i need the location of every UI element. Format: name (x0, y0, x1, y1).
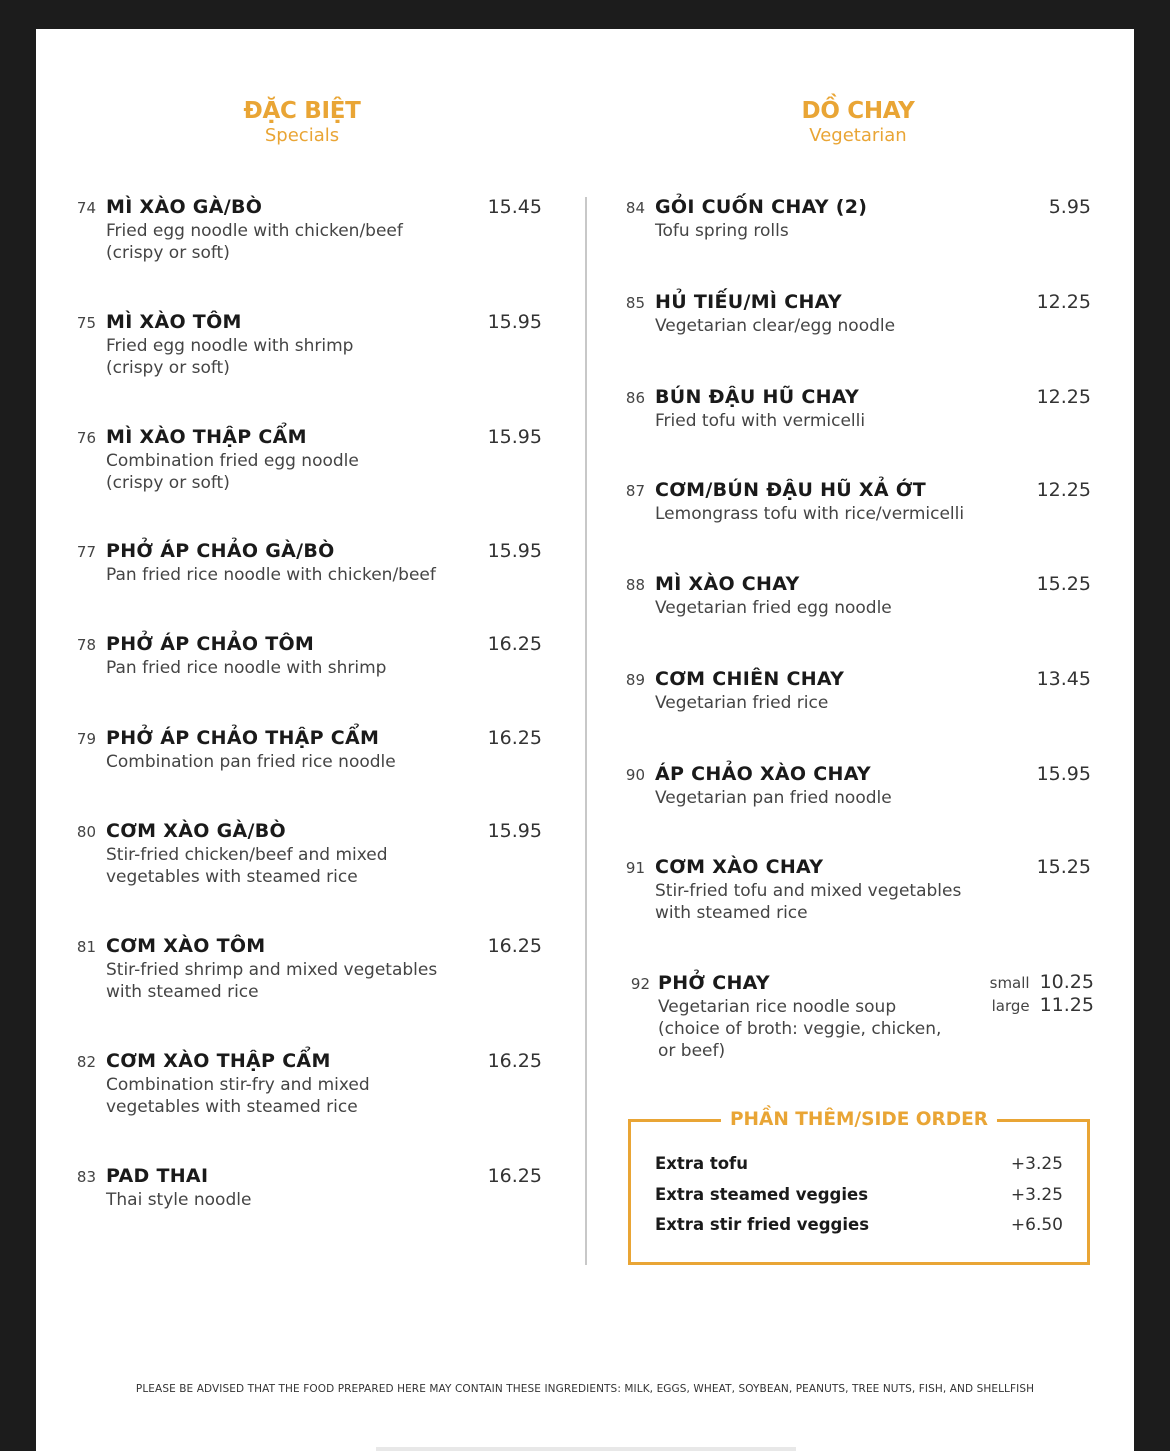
item-description: Vegetarian clear/egg noodle (655, 316, 896, 336)
item-description: Combination fried egg noodle (crispy or soft) (106, 451, 359, 493)
item-name: CƠM/BÚN ĐẬU HŨ XẢ ỚT (655, 479, 926, 501)
small-size-row (990, 971, 1094, 994)
item-description: Pan fried rice noodle with shrimp (106, 658, 387, 678)
item-price: 15.95 (487, 540, 542, 562)
item-price: 13.45 (1036, 668, 1091, 690)
item-price: 15.45 (487, 196, 542, 218)
item-number: 87 (625, 482, 645, 500)
item-name: HỦ TIẾU/MÌ CHAY (655, 291, 842, 313)
item-name: PHỞ CHAY (658, 972, 770, 994)
item-name: CƠM XÀO THẬP CẨM (106, 1050, 331, 1072)
item-name: CƠM XÀO TÔM (106, 935, 266, 957)
item-price: 5.95 (1048, 196, 1091, 218)
item-description: Combination stir-fry and mixed vegetables with steamed rice (106, 1075, 370, 1117)
item-name: PHỞ ÁP CHẢO GÀ/BÒ (106, 540, 335, 562)
item-description: Lemongrass tofu with rice/vermicelli (655, 504, 965, 524)
side-order-box (628, 1109, 1090, 1265)
item-number: 89 (625, 671, 645, 689)
item-number: 80 (76, 823, 96, 841)
item-description: Fried egg noodle with shrimp (crispy or soft) (106, 336, 354, 378)
item-description: Combination pan fried rice noodle (106, 752, 396, 772)
item-price: 16.25 (487, 633, 542, 655)
item-name: BÚN ĐẬU HŨ CHAY (655, 386, 860, 408)
item-number: 77 (76, 543, 96, 561)
side-order-price: +3.25 (1010, 1154, 1063, 1174)
item-price: 12.25 (1036, 291, 1091, 313)
page-bottom-bar (376, 1447, 796, 1451)
vegetarian-header (678, 97, 1038, 147)
item-name: MÌ XÀO TÔM (106, 311, 242, 333)
item-name: GỎI CUỐN CHAY (2) (655, 196, 868, 218)
vegetarian-title-en: Vegetarian (809, 125, 907, 146)
side-order-name: Extra tofu (655, 1154, 748, 1173)
item-description: Stir-fried shrimp and mixed vegetables with steamed rice (106, 960, 438, 1002)
item-number: 86 (625, 389, 645, 407)
item-description: Vegetarian fried egg noodle (655, 598, 892, 618)
item-description: Stir-fried tofu and mixed vegetables with steamed rice (655, 881, 962, 923)
item-description: Thai style noodle (106, 1190, 252, 1210)
item-name: MÌ XÀO CHAY (655, 573, 800, 595)
side-order-name: Extra stir fried veggies (655, 1215, 870, 1234)
item-description: Vegetarian pan fried noodle (655, 788, 892, 808)
item-price: 15.95 (487, 311, 542, 333)
item-price: 15.95 (1036, 763, 1091, 785)
side-order-title: PHẦN THÊM/SIDE ORDER (721, 1108, 997, 1132)
vegetarian-title-vn: DỒ CHAY (801, 98, 915, 124)
item-price: 12.25 (1036, 479, 1091, 501)
item-number: 81 (76, 938, 96, 956)
specials-header (122, 97, 482, 147)
size-prices (990, 971, 1094, 1017)
item-number: 74 (76, 199, 96, 217)
item-description: Vegetarian rice noodle soup (choice of broth: veggie, chicken, or beef) (658, 997, 942, 1061)
item-number: 82 (76, 1053, 96, 1071)
item-description: Pan fried rice noodle with chicken/beef (106, 565, 436, 585)
item-name: MÌ XÀO GÀ/BÒ (106, 196, 263, 218)
item-price: 16.25 (487, 935, 542, 957)
item-price: 15.95 (487, 426, 542, 448)
item-name: CƠM XÀO GÀ/BÒ (106, 820, 286, 842)
item-description: Tofu spring rolls (655, 221, 789, 241)
item-number: 76 (76, 429, 96, 447)
small-price: 10.25 (1039, 971, 1094, 993)
item-name: CƠM CHIÊN CHAY (655, 668, 845, 690)
item-price: 15.25 (1036, 856, 1091, 878)
item-price: 16.25 (487, 1050, 542, 1072)
item-name: CƠM XÀO CHAY (655, 856, 824, 878)
item-number: 92 (630, 975, 650, 993)
item-number: 79 (76, 730, 96, 748)
item-number: 85 (625, 294, 645, 312)
item-number: 84 (625, 199, 645, 217)
item-name: ÁP CHẢO XÀO CHAY (655, 763, 871, 785)
item-price: 15.25 (1036, 573, 1091, 595)
allergen-disclaimer: PLEASE BE ADVISED THAT THE FOOD PREPARED HERE MAY CONTAIN THESE INGREDIENTS: MILK, EGGS, WHEAT, SOYBEAN, PEANUTS, TREE NUTS, FISH, AND SHELLFISH (135, 1383, 1035, 1395)
large-price: 11.25 (1039, 994, 1094, 1016)
specials-title-vn: ĐẶC BIỆT (243, 98, 361, 124)
item-price: 15.95 (487, 820, 542, 842)
specials-title-en: Specials (264, 125, 340, 146)
side-order-row (655, 1183, 1063, 1207)
large-label: large (991, 997, 1030, 1015)
item-number: 91 (625, 859, 645, 877)
large-size-row (990, 994, 1094, 1017)
side-order-row (655, 1213, 1063, 1237)
item-price: 16.25 (487, 1165, 542, 1187)
menu-page (36, 29, 1134, 1451)
side-order-name: Extra steamed veggies (655, 1185, 869, 1204)
item-name: MÌ XÀO THẬP CẨM (106, 426, 307, 448)
item-name: PAD THAI (106, 1165, 209, 1187)
item-description: Fried egg noodle with chicken/beef (crispy or soft) (106, 221, 403, 263)
item-number: 90 (625, 766, 645, 784)
side-order-row (655, 1152, 1063, 1176)
item-number: 88 (625, 576, 645, 594)
item-price: 12.25 (1036, 386, 1091, 408)
small-label: small (989, 974, 1030, 992)
item-description: Fried tofu with vermicelli (655, 411, 866, 431)
item-number: 78 (76, 636, 96, 654)
item-name: PHỞ ÁP CHẢO TÔM (106, 633, 315, 655)
side-order-price: +6.50 (1010, 1215, 1063, 1235)
side-order-price: +3.25 (1010, 1185, 1063, 1205)
item-description: Stir-fried chicken/beef and mixed vegetables with steamed rice (106, 845, 388, 887)
item-price: 16.25 (487, 727, 542, 749)
item-name: PHỞ ÁP CHẢO THẬP CẨM (106, 727, 380, 749)
item-number: 75 (76, 314, 96, 332)
column-divider (585, 197, 587, 1265)
item-number: 83 (76, 1168, 96, 1186)
item-description: Vegetarian fried rice (655, 693, 829, 713)
